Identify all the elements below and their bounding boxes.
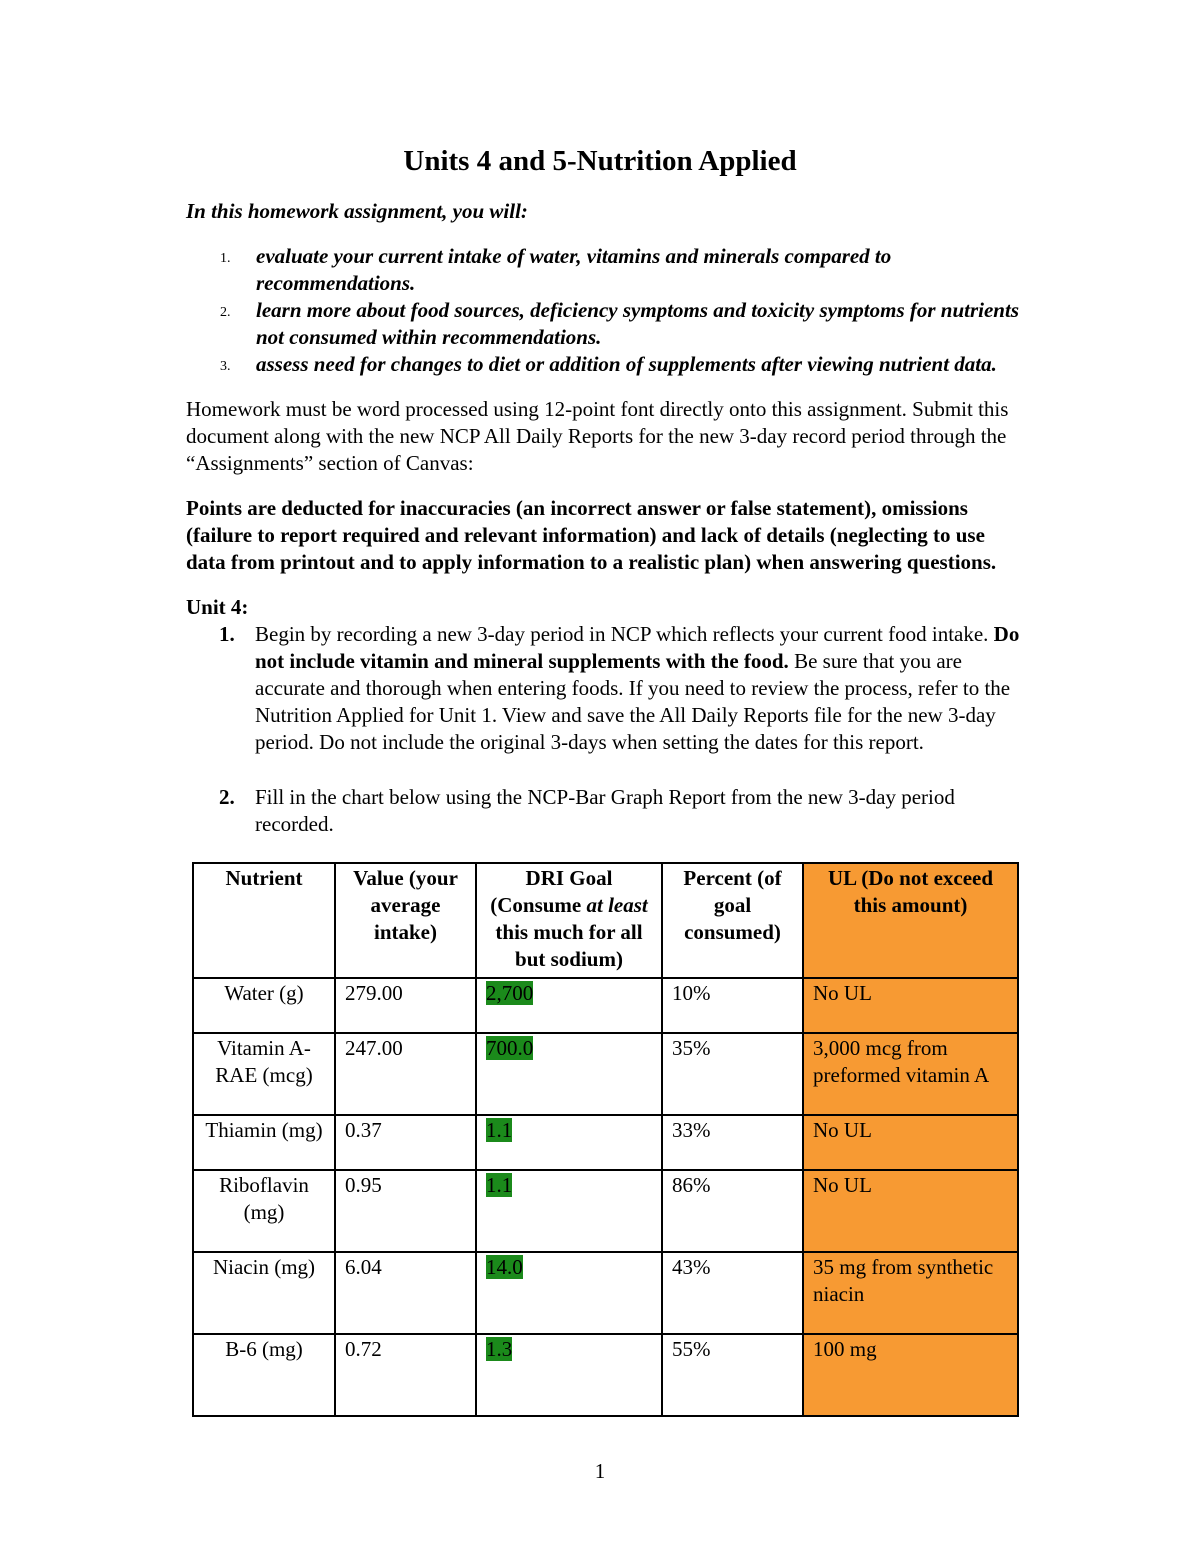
- header-dri-goal: DRI Goal (Consume at least this much for all but sodium): [476, 863, 662, 978]
- step-number: 2.: [219, 785, 235, 809]
- table-header-row: [193, 863, 1018, 978]
- cell-dri: [476, 978, 662, 1033]
- cell-percent: 86%: [662, 1170, 803, 1252]
- cell-ul: 35 mg from synthetic niacin: [803, 1252, 1018, 1334]
- dri-highlight: 700.0: [486, 1036, 534, 1060]
- cell-dri: [476, 1170, 662, 1252]
- steps-list: [186, 621, 1026, 756]
- list-item: [186, 621, 1026, 756]
- cell-ul: No UL: [803, 978, 1018, 1033]
- cell-percent: 43%: [662, 1252, 803, 1334]
- list-item: [186, 784, 1026, 838]
- cell-ul: 3,000 mcg from preformed vitamin A: [803, 1033, 1018, 1115]
- header-ul: UL (Do not exceed this amount): [803, 863, 1018, 978]
- goals-list: [186, 243, 1026, 378]
- cell-value: 6.04: [335, 1252, 476, 1334]
- cell-nutrient: B-6 (mg): [193, 1334, 335, 1416]
- dri-highlight: 14.0: [486, 1255, 523, 1279]
- page-number: 1: [594, 1459, 606, 1483]
- table-row: [193, 978, 1018, 1033]
- step-text: Begin by recording a new 3-day period in NCP which reflects your current food intake.: [255, 622, 989, 646]
- dri-highlight: 1.3: [486, 1337, 513, 1361]
- step-text: Fill in the chart below using the NCP-Bar Graph Report from the new 3-day period recorded.: [255, 785, 955, 836]
- dri-highlight: 2,700: [486, 981, 534, 1005]
- steps-list: [186, 784, 1026, 838]
- cell-dri: [476, 1033, 662, 1115]
- goal-text: assess need for changes to diet or addition of supplements after viewing nutrient data.: [256, 352, 997, 376]
- step-number: 1.: [219, 622, 235, 646]
- cell-nutrient: Vitamin A-RAE (mcg): [193, 1033, 335, 1115]
- step-text-bold: Do not include vitamin and mineral supplements with the food.: [255, 622, 1020, 673]
- points-note: Points are deducted for inaccuracies (an incorrect answer or false statement), omissions (failure to report required and relevant information) and lack of details (neglecting to use data from printout and to apply information to a realistic plan) when answering questions.: [186, 496, 997, 574]
- list-number: 3.: [220, 359, 231, 374]
- table-row: [193, 1170, 1018, 1252]
- cell-ul: 100 mg: [803, 1334, 1018, 1416]
- cell-value: 247.00: [335, 1033, 476, 1115]
- cell-nutrient: Thiamin (mg): [193, 1115, 335, 1170]
- list-number: 1.: [220, 251, 231, 266]
- page-title: Units 4 and 5-Nutrition Applied: [403, 145, 797, 177]
- cell-nutrient: Water (g): [193, 978, 335, 1033]
- cell-value: 0.95: [335, 1170, 476, 1252]
- header-percent: Percent (of goal consumed): [662, 863, 803, 978]
- list-item: [186, 243, 1026, 297]
- cell-value: 0.37: [335, 1115, 476, 1170]
- cell-percent: 33%: [662, 1115, 803, 1170]
- cell-dri: [476, 1334, 662, 1416]
- list-item: [186, 297, 1026, 351]
- table-row: [193, 1115, 1018, 1170]
- homework-note: Homework must be word processed using 12-point font directly onto this assignment. Submit this document along with the new NCP All Daily Reports for the new 3-day record period through the “Assignments” section of Canvas:: [186, 397, 1009, 475]
- cell-dri: [476, 1252, 662, 1334]
- dri-highlight: 1.1: [486, 1118, 513, 1142]
- cell-percent: 35%: [662, 1033, 803, 1115]
- unit-heading: Unit 4:: [186, 595, 249, 619]
- nutrient-table: [192, 862, 1019, 1417]
- list-number: 2.: [220, 305, 231, 320]
- table-row: [193, 1334, 1018, 1416]
- table-row: [193, 1033, 1018, 1115]
- cell-dri: [476, 1115, 662, 1170]
- cell-nutrient: Riboflavin (mg): [193, 1170, 335, 1252]
- goal-text: evaluate your current intake of water, vitamins and minerals compared to recommendations.: [256, 244, 892, 295]
- step-text: Be sure that you are accurate and thorough when entering foods. If you need to review the process, refer to the Nutrition Applied for Unit 1. View and save the All Daily Reports file for the new 3-day period. Do not include the original 3-days when setting the dates for this report.: [255, 649, 1011, 754]
- cell-percent: 10%: [662, 978, 803, 1033]
- list-item: [186, 351, 1026, 378]
- header-value: Value (your average intake): [335, 863, 476, 978]
- cell-value: 0.72: [335, 1334, 476, 1416]
- cell-ul: No UL: [803, 1170, 1018, 1252]
- cell-percent: 55%: [662, 1334, 803, 1416]
- goal-text: learn more about food sources, deficiency symptoms and toxicity symptoms for nutrients not consumed within recommendations.: [256, 298, 1019, 349]
- cell-value: 279.00: [335, 978, 476, 1033]
- dri-highlight: 1.1: [486, 1173, 513, 1197]
- intro-text: In this homework assignment, you will:: [186, 199, 528, 223]
- cell-nutrient: Niacin (mg): [193, 1252, 335, 1334]
- cell-ul: No UL: [803, 1115, 1018, 1170]
- header-nutrient: Nutrient: [193, 863, 335, 978]
- table-row: [193, 1252, 1018, 1334]
